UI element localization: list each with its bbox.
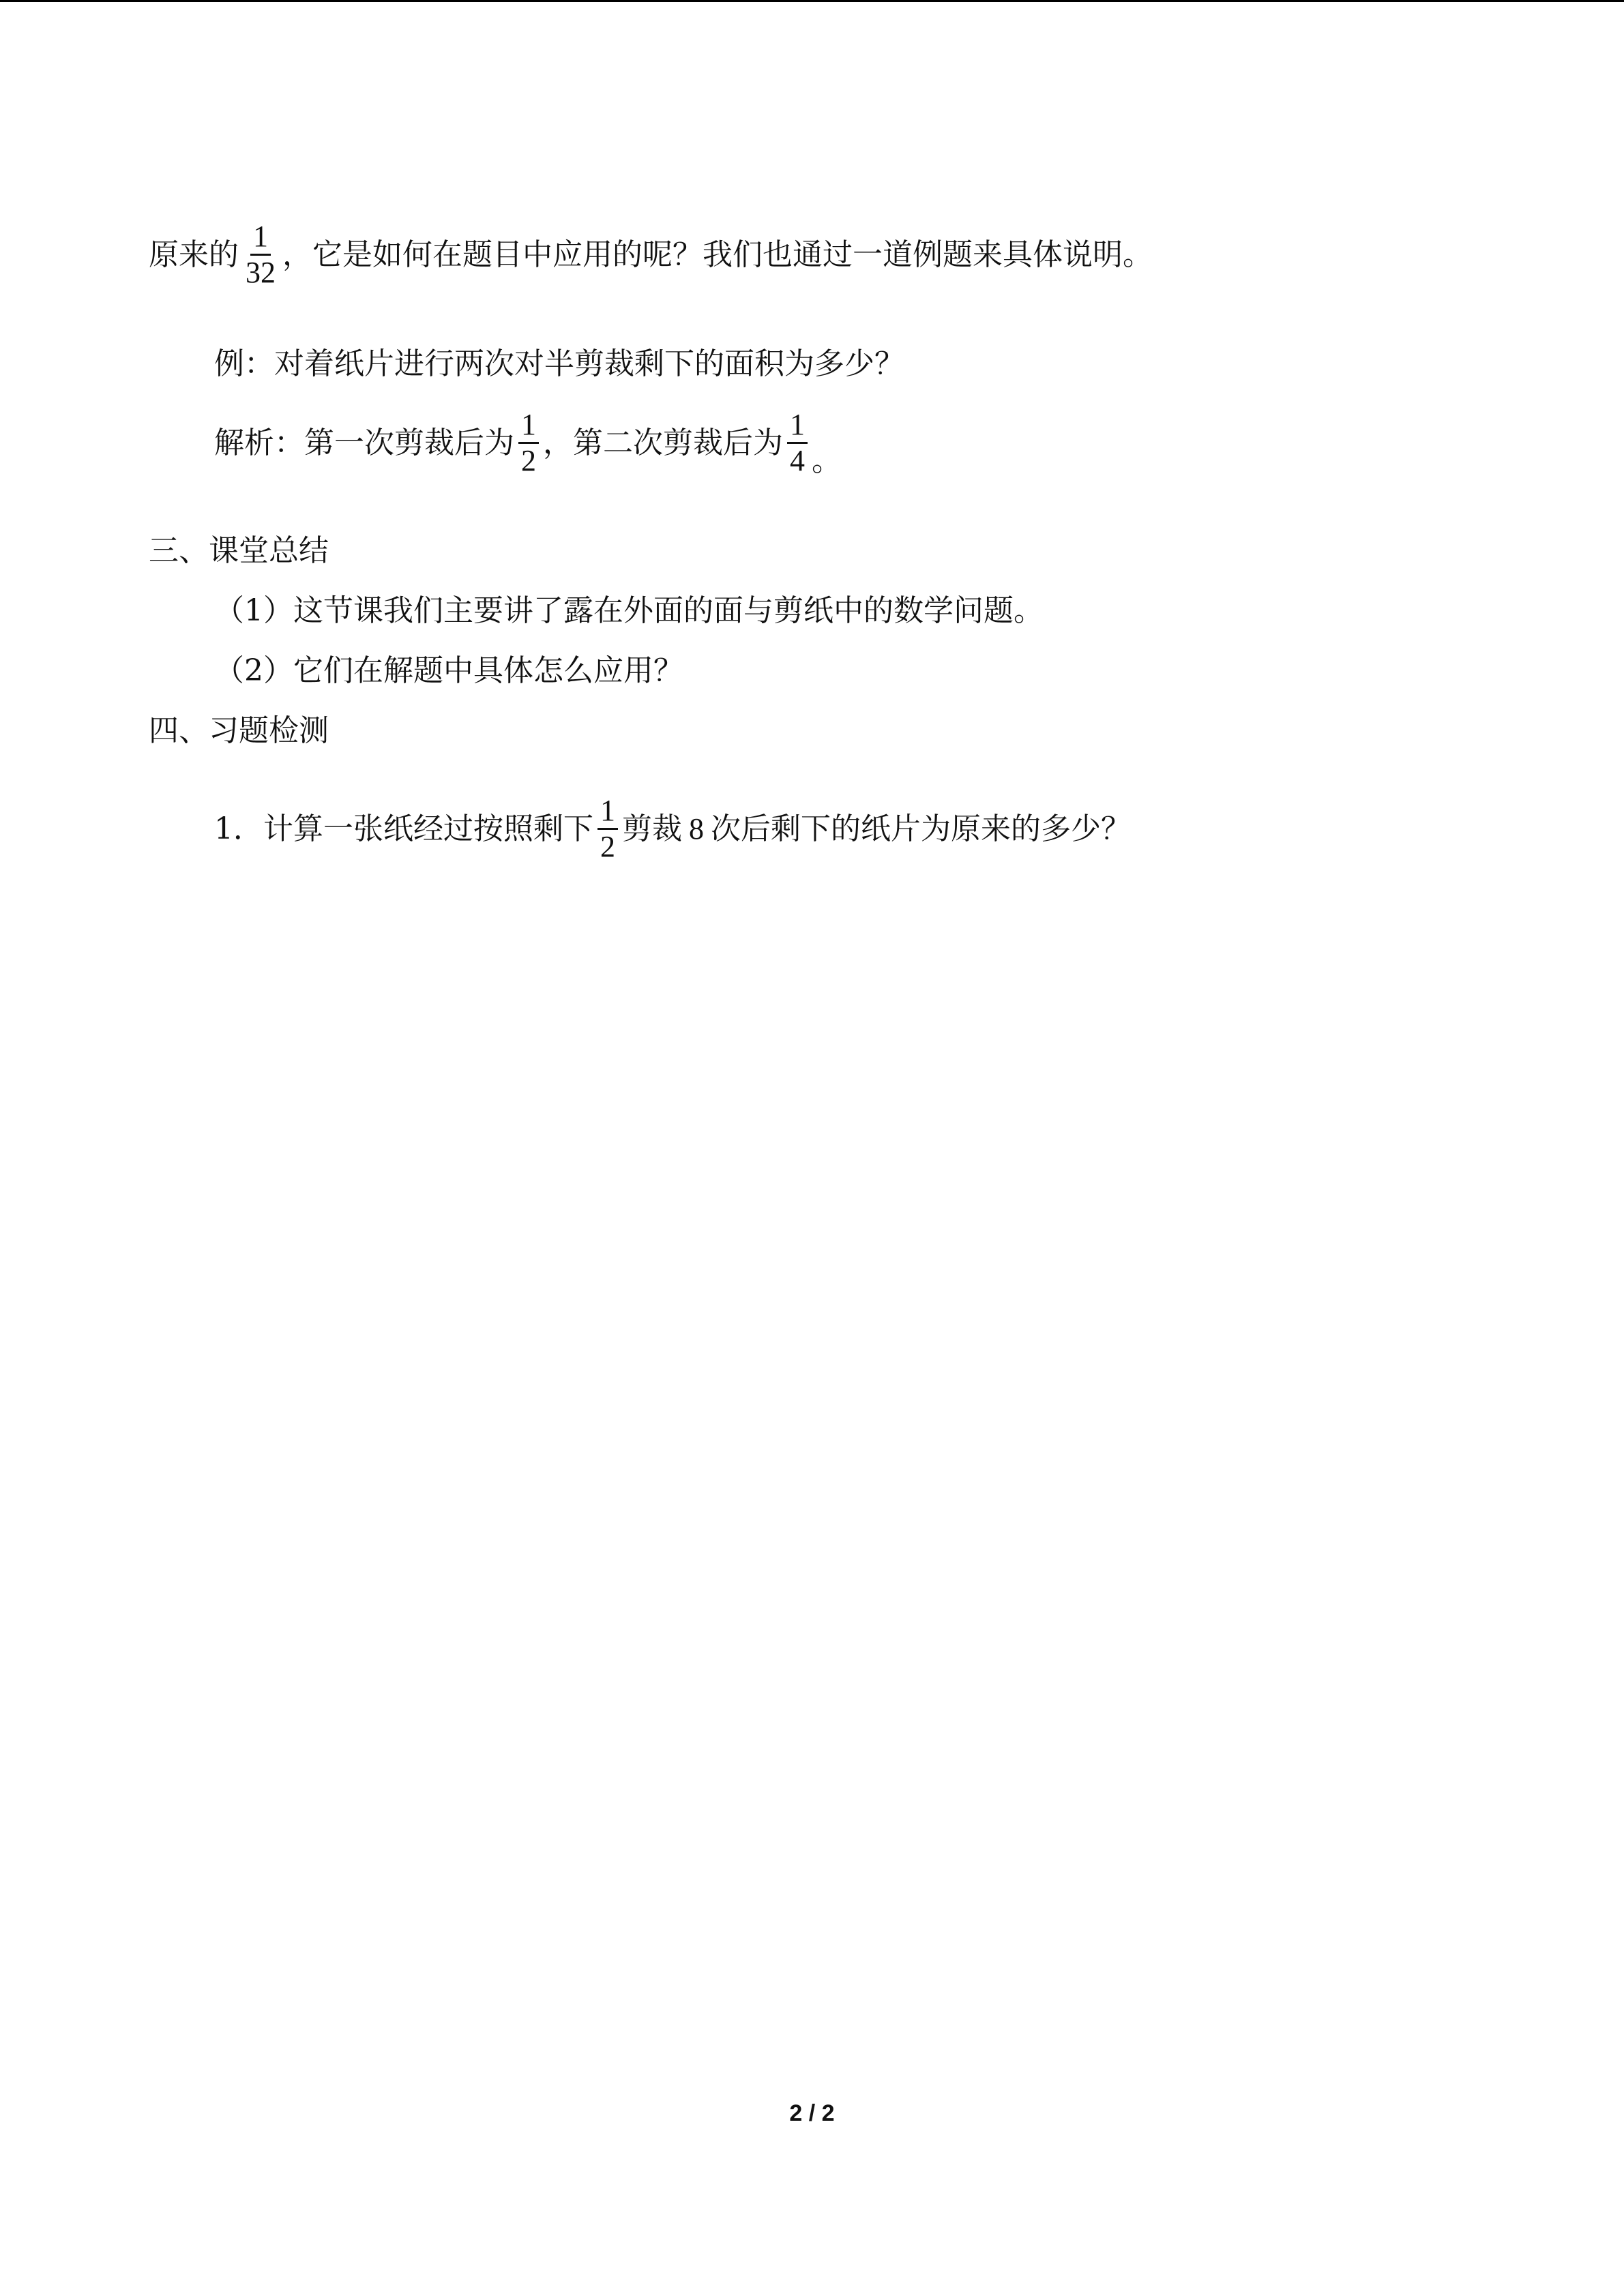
- fraction-1-32: [243, 220, 278, 290]
- exercise-question-1: [214, 794, 1131, 864]
- summary-item: （2）它们在解题中具体怎么应用？: [214, 653, 683, 688]
- question-prefix: 1．计算一张纸经过按照剩下: [214, 811, 593, 846]
- analysis-mid: ，第二次剪裁后为: [543, 425, 783, 460]
- section3-item1: [214, 591, 1044, 631]
- fraction-1-2: [518, 408, 539, 478]
- fraction-denominator: 2: [600, 830, 615, 863]
- fraction-numerator: 1: [787, 408, 808, 444]
- page-number: 2 / 2: [789, 2100, 835, 2126]
- section-heading: 四、习题检测: [149, 713, 329, 748]
- fraction-denominator: 4: [790, 444, 805, 477]
- section3-heading: [149, 531, 329, 571]
- summary-item: （1）这节课我们主要讲了露在外面的面与剪纸中的数学问题。: [214, 593, 1044, 628]
- fraction-1-4: [787, 408, 808, 478]
- fraction-denominator: 32: [246, 256, 276, 289]
- section3-item2: [214, 651, 683, 691]
- question-mid-a: 剪裁: [622, 811, 682, 846]
- section-heading: 三、课堂总结: [149, 533, 329, 568]
- fraction-1-2: [597, 794, 618, 864]
- fraction-numerator: 1: [597, 794, 618, 830]
- example-question: [214, 344, 904, 385]
- fraction-numerator: 1: [518, 408, 539, 444]
- question-mid-b: 次后剩下的纸片为原来的多少？: [711, 811, 1131, 846]
- top-border: [0, 0, 1624, 2]
- question-number: 8: [689, 811, 704, 846]
- section4-heading: [149, 711, 329, 751]
- intro-after: ，它是如何在题目中应用的呢？我们也通过一道例题来具体说明。: [282, 237, 1153, 272]
- example-question-text: 例：对着纸片进行两次对半剪裁剩下的面积为多少？: [214, 346, 904, 381]
- intro-before: 原来的: [149, 237, 239, 272]
- analysis-prefix: 解析：第一次剪裁后为: [214, 425, 514, 460]
- fraction-denominator: 2: [521, 444, 536, 477]
- fraction-numerator: 1: [250, 220, 271, 256]
- intro-line: [149, 220, 1153, 290]
- analysis-end: 。: [812, 443, 842, 478]
- example-analysis: [214, 408, 842, 478]
